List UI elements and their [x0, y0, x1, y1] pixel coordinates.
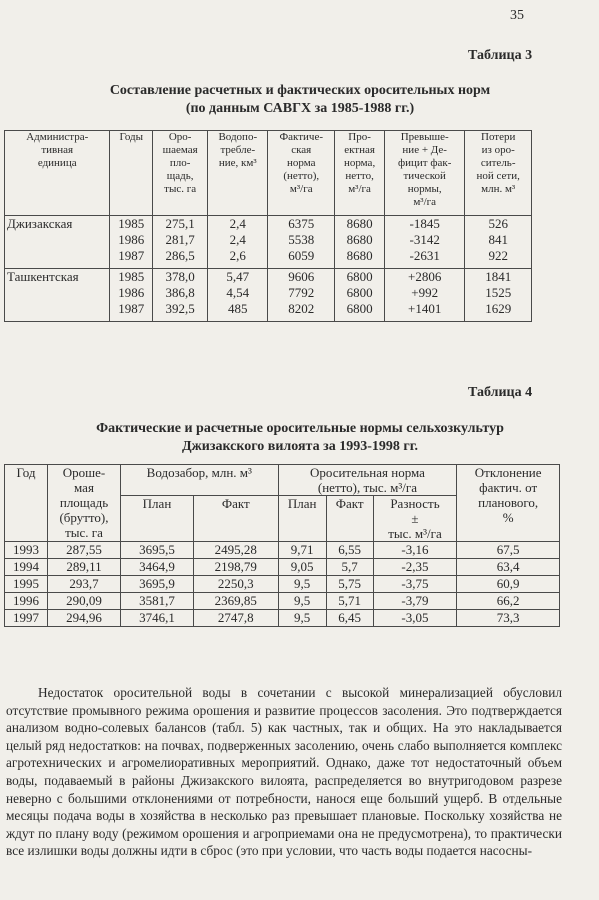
table4-cell-area: 290,09	[48, 593, 121, 610]
table3-cell-excess	[385, 269, 465, 322]
table4-h-area-line: мая	[74, 480, 94, 495]
table4-cell-year: 1993	[5, 542, 48, 559]
table3-cell-area-line: 392,5	[165, 301, 195, 316]
table3-h-water-consumption-line: Водопо-	[218, 131, 258, 143]
table3-cell-consumption-line: 2,4	[229, 216, 246, 231]
table3-header-row	[5, 131, 532, 216]
table3-cell-excess-line: -3142	[409, 232, 440, 247]
table3-cell-years-line: 1985	[118, 269, 145, 284]
table4-cell-norm-fact: 5,71	[326, 593, 373, 610]
table3-title-line1: Составление расчетных и фактических оросительных норм	[109, 83, 491, 98]
table3-cell-years-line: 1987	[118, 301, 145, 316]
table4-row	[5, 559, 560, 576]
table3-cell-excess-line: +2806	[408, 269, 442, 284]
table4-row	[5, 542, 560, 559]
table4-cell-area: 289,11	[48, 559, 121, 576]
table4-h-area-line: (брутто),	[59, 510, 109, 525]
table3-row	[5, 216, 532, 269]
table4-h-deviation	[457, 465, 560, 542]
table3-h-design-norm-line: нетто,	[345, 170, 374, 182]
table3-cell-area-line: 286,5	[165, 248, 195, 263]
table4-cell-deviation: 67,5	[457, 542, 560, 559]
table3-cell-area-line: 378,0	[165, 269, 195, 284]
table3-cell-actual-line: 8202	[288, 301, 315, 316]
table3-cell-unit: Ташкентская	[5, 269, 110, 322]
table4-cell-intake-plan: 3695,5	[121, 542, 194, 559]
table4-h-norm	[278, 465, 457, 496]
table3-cell-area-line: 275,1	[165, 216, 195, 231]
table3-cell-area	[153, 216, 208, 269]
table4-cell-year: 1995	[5, 576, 48, 593]
table4	[4, 464, 560, 627]
table3-h-years	[110, 131, 153, 216]
table3-cell-years	[110, 269, 153, 322]
table3-h-design-norm-line: Про-	[348, 131, 371, 143]
table4-cell-intake-fact: 2250,3	[193, 576, 278, 593]
table4-cell-intake-fact: 2198,79	[193, 559, 278, 576]
table3-h-irrigated-area-line: пло-	[169, 157, 191, 169]
table3-cell-consumption-line: 2,4	[229, 232, 246, 247]
table4-h-area	[48, 465, 121, 542]
table3-h-actual-norm-line: Фактиче-	[279, 131, 323, 143]
table3-h-excess-deficit-line: нормы,	[407, 183, 442, 195]
table3-h-admin-unit-line: единица	[37, 157, 77, 169]
table3-cell-area-line: 386,8	[165, 285, 195, 300]
table4-cell-area: 294,96	[48, 610, 121, 627]
paragraph-text: Недостаток оросительной воды в сочетании с высокой минерализацией обусловил отсутствие промывного режима орошения и развитие процессов засоления. Это подтверждается анализом водно-солевых балансов (табл. 5) как частных, так и общих. На это накладывается целый ряд недостатков: на почвах, подверженных засолению, очень слабо выполняется комплекс агротехнических и агромелиоративных мероприятий. Однако, даже тот недостаточный объем воды, подаваемый в районы Джизакского вилоята, распределяется во внутригодовом разрезе неверно с большими отклонениями от потребности, нанося еще больший ущерб. В отдельные месяцы подача воды в хозяйства в несколько раз превышает плановые. Поскольку хозяйства не ждут по плану воду (режимом орошения и агроприемами она не предусмотрена), то практически все излишки воды должны идти в сброс (это при условии, что часть воды подается насосны-	[6, 685, 562, 859]
table3-cell-losses-line: 1525	[485, 285, 512, 300]
table3-cell-excess-line: +1401	[408, 301, 442, 316]
table3-cell-years	[110, 216, 153, 269]
table4-cell-intake-plan: 3581,7	[121, 593, 194, 610]
table4-h-deviation-line: %	[502, 510, 514, 525]
table4-h-fact2: Факт	[326, 496, 373, 542]
table4-cell-norm-fact: 5,7	[326, 559, 373, 576]
table3-cell-design-line: 8680	[346, 232, 373, 247]
table4-cell-deviation: 73,3	[457, 610, 560, 627]
table3-cell-years-line: 1986	[118, 285, 145, 300]
table4-h-deviation-line: планового,	[478, 495, 539, 510]
table3-h-design-norm-line: м³/га	[348, 183, 371, 195]
table3-cell-losses-line: 526	[488, 216, 508, 231]
table4-cell-area: 293,7	[48, 576, 121, 593]
table4-h-intake: Водозабор, млн. м³	[121, 465, 279, 496]
table3-h-water-consumption-line: ние, км³	[218, 157, 257, 169]
table3-cell-design-line: 6800	[346, 301, 373, 316]
table3-cell-actual-line: 6059	[288, 248, 315, 263]
table3-cell-actual	[268, 269, 335, 322]
table4-h-difference	[373, 496, 457, 542]
table3-cell-excess	[385, 216, 465, 269]
table3-h-network-losses-line: Потери	[481, 131, 516, 143]
table3-cell-losses	[465, 269, 532, 322]
table4-cell-intake-plan: 3746,1	[121, 610, 194, 627]
table4-h-area-line: тыс. га	[65, 525, 103, 540]
table4-cell-difference: -3,79	[373, 593, 457, 610]
table3-row	[5, 269, 532, 322]
table4-header-row	[5, 465, 560, 496]
table3-cell-design-line: 8680	[346, 216, 373, 231]
table3-h-excess-deficit-line: м³/га	[413, 196, 437, 208]
table4-cell-difference: -3,75	[373, 576, 457, 593]
table3-h-admin-unit-line: Администра-	[26, 131, 89, 143]
table4-h-norm-line: (нетто), тыс. м³/га	[317, 480, 417, 495]
table3-cell-consumption-line: 485	[228, 301, 248, 316]
body-paragraph	[6, 684, 562, 860]
table3-h-design-norm-line: норма,	[343, 157, 376, 169]
table4-cell-intake-fact: 2747,8	[193, 610, 278, 627]
table4-cell-norm-plan: 9,5	[278, 576, 326, 593]
table4-h-plan: План	[121, 496, 194, 542]
table3-cell-area	[153, 269, 208, 322]
table4-cell-intake-plan: 3695,9	[121, 576, 194, 593]
table3-h-water-consumption-line: требле-	[220, 144, 256, 156]
table4-cell-deviation: 63,4	[457, 559, 560, 576]
table4-row	[5, 576, 560, 593]
table4-h-area-line: площадь	[59, 495, 109, 510]
table3-h-irrigated-area	[153, 131, 208, 216]
table3-cell-consumption-line: 2,6	[229, 248, 246, 263]
table4-cell-deviation: 60,9	[457, 576, 560, 593]
table4-cell-difference: -3,16	[373, 542, 457, 559]
table3-cell-consumption	[208, 269, 268, 322]
table3-cell-excess-line: +992	[411, 285, 439, 300]
table3-h-years-line: Годы	[119, 131, 144, 143]
table3-h-excess-deficit-line: тической	[403, 170, 446, 182]
table4-label: Таблица 4	[468, 385, 533, 400]
table4-cell-norm-plan: 9,05	[278, 559, 326, 576]
table4-title-line2: Джизакского вилоята за 1993-1998 гг.	[181, 439, 419, 454]
table4-cell-intake-fact: 2369,85	[193, 593, 278, 610]
table4-cell-norm-plan: 9,71	[278, 542, 326, 559]
table4-cell-difference: -2,35	[373, 559, 457, 576]
table3-cell-years-line: 1986	[118, 232, 145, 247]
table3-cell-consumption-line: 4,54	[226, 285, 250, 300]
table4-cell-year: 1997	[5, 610, 48, 627]
table4-h-deviation-line: фактич. от	[479, 480, 538, 495]
table4-h-deviation-line: Отклонение	[474, 465, 542, 480]
table3-h-irrigated-area-line: шаемая	[162, 144, 198, 156]
table3-h-excess-deficit-line: ние + Де-	[402, 144, 447, 156]
table3-h-actual-norm-line: м³/га	[289, 183, 313, 195]
table4-h-difference-line: ±	[411, 511, 419, 526]
table3-cell-losses-line: 841	[488, 232, 508, 247]
table4-cell-deviation: 66,2	[457, 593, 560, 610]
table3-h-network-losses-line: ной сети,	[476, 170, 520, 182]
table3-h-admin-unit	[5, 131, 110, 216]
table3-cell-losses	[465, 216, 532, 269]
table3-h-water-consumption	[208, 131, 268, 216]
table4-cell-norm-plan: 9,5	[278, 610, 326, 627]
table3-cell-losses-line: 1629	[485, 301, 512, 316]
table3-cell-design-line: 8680	[346, 248, 373, 263]
table3-title	[30, 82, 570, 118]
table4-cell-norm-plan: 9,5	[278, 593, 326, 610]
table4-cell-intake-plan: 3464,9	[121, 559, 194, 576]
table3-h-irrigated-area-line: щадь,	[166, 170, 194, 182]
table4-title	[30, 420, 570, 456]
table3-cell-actual-line: 9606	[288, 269, 315, 284]
table4-cell-year: 1994	[5, 559, 48, 576]
table3-h-actual-norm-line: норма	[286, 157, 316, 169]
table3-cell-losses-line: 922	[488, 248, 508, 263]
table4-cell-norm-fact: 6,55	[326, 542, 373, 559]
table3-h-actual-norm-line: ская	[291, 144, 312, 156]
table4-h-difference-line: Разность	[390, 496, 440, 511]
table3-title-line2: (по данным САВГХ за 1985-1988 гг.)	[185, 101, 415, 116]
table4-h-difference-line: тыс. м³/га	[388, 526, 442, 541]
table3-h-excess-deficit-line: фицит фак-	[398, 157, 452, 169]
table3-cell-years-line: 1987	[118, 248, 145, 263]
table4-cell-norm-fact: 6,45	[326, 610, 373, 627]
table4-h-area-line: Ороше-	[62, 465, 106, 480]
table4-h-norm-line: Оросительная норма	[309, 465, 425, 480]
table3	[4, 130, 532, 322]
table4-cell-area: 287,55	[48, 542, 121, 559]
table4-row	[5, 593, 560, 610]
table3-cell-actual-line: 7792	[288, 285, 315, 300]
table3-h-irrigated-area-line: Оро-	[168, 131, 192, 143]
table4-h-plan2: План	[278, 496, 326, 542]
table3-h-design-norm-line: ектная	[344, 144, 375, 156]
table4-cell-difference: -3,05	[373, 610, 457, 627]
table4-title-line1: Фактические и расчетные оросительные нормы сельхозкультур	[96, 421, 504, 436]
table3-h-network-losses-line: из оро-	[481, 144, 515, 156]
table4-cell-year: 1996	[5, 593, 48, 610]
table4-row	[5, 610, 560, 627]
table3-h-irrigated-area-line: тыс. га	[164, 183, 197, 195]
table4-h-fact: Факт	[193, 496, 278, 542]
page-number: 35	[510, 8, 524, 23]
table3-cell-losses-line: 1841	[485, 269, 512, 284]
table3-cell-design-line: 6800	[346, 285, 373, 300]
table3-h-network-losses-line: ситель-	[480, 157, 516, 169]
table3-h-network-losses	[465, 131, 532, 216]
table4-h-year: Год	[5, 465, 48, 542]
table3-cell-excess-line: -1845	[409, 216, 440, 231]
table3-cell-consumption	[208, 216, 268, 269]
table3-cell-actual-line: 6375	[288, 216, 315, 231]
table3-cell-excess-line: -2631	[409, 248, 440, 263]
table3-h-excess-deficit	[385, 131, 465, 216]
table3-cell-area-line: 281,7	[165, 232, 195, 247]
table3-cell-design	[335, 216, 385, 269]
table3-cell-actual-line: 5538	[288, 232, 315, 247]
table3-cell-unit: Джизакская	[5, 216, 110, 269]
table3-h-excess-deficit-line: Превыше-	[400, 131, 449, 143]
table3-cell-actual	[268, 216, 335, 269]
table3-h-admin-unit-line: тивная	[41, 144, 74, 156]
table3-cell-consumption-line: 5,47	[226, 269, 250, 284]
table3-cell-design	[335, 269, 385, 322]
table3-h-design-norm	[335, 131, 385, 216]
table3-h-actual-norm	[268, 131, 335, 216]
table3-cell-design-line: 6800	[346, 269, 373, 284]
table3-label: Таблица 3	[468, 48, 533, 63]
table4-cell-norm-fact: 5,75	[326, 576, 373, 593]
table4-cell-intake-fact: 2495,28	[193, 542, 278, 559]
table3-cell-years-line: 1985	[118, 216, 145, 231]
table3-h-actual-norm-line: (нетто),	[283, 170, 320, 182]
table3-h-network-losses-line: млн. м³	[481, 183, 516, 195]
